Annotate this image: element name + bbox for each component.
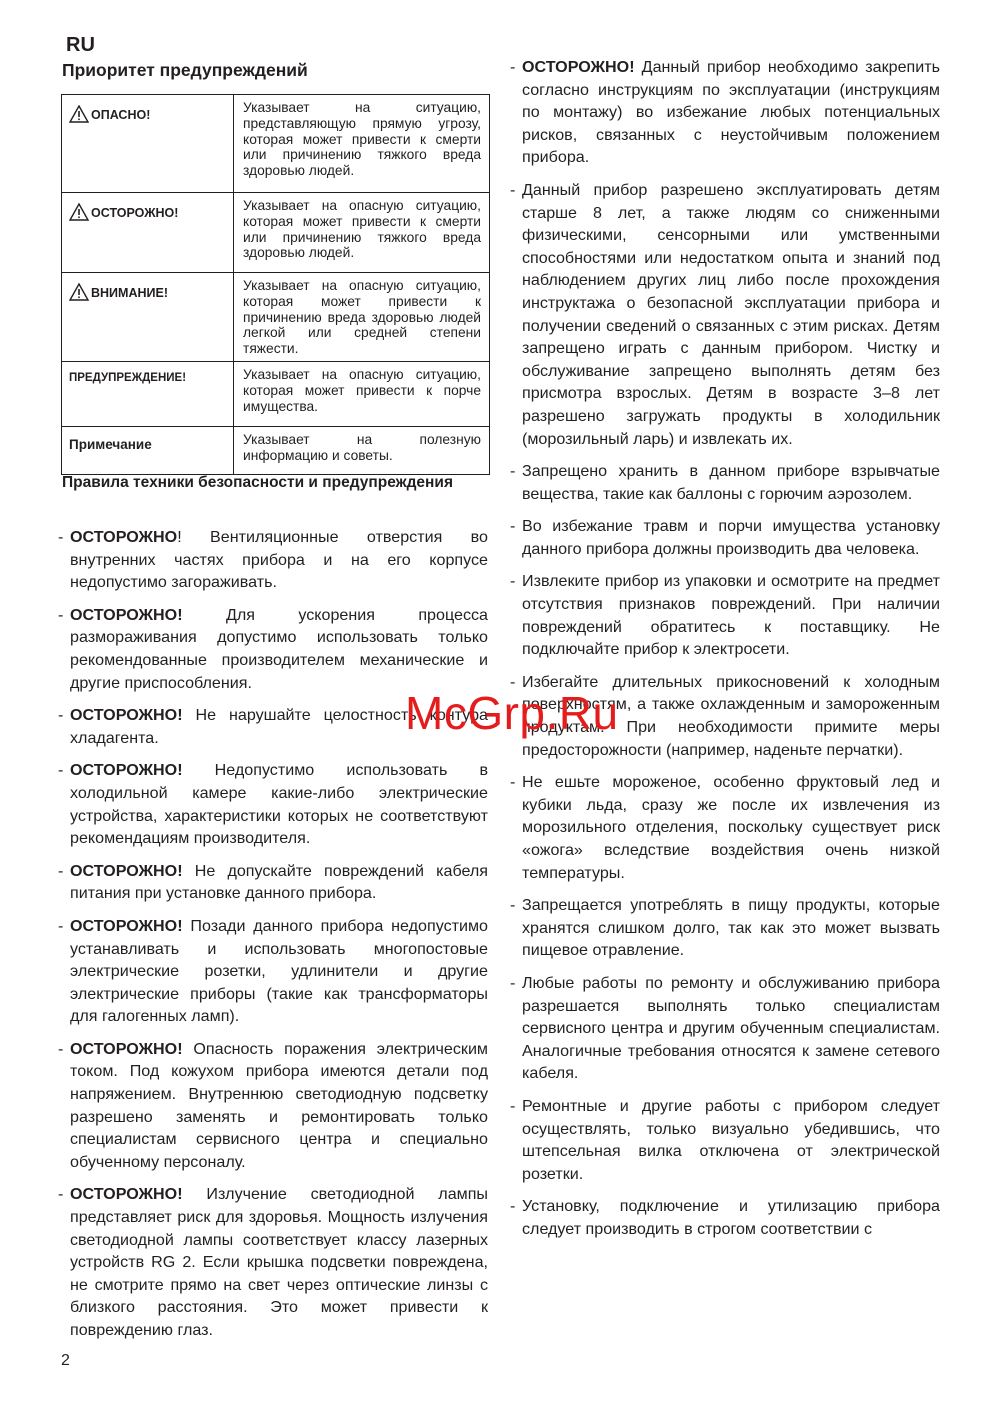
table-row xyxy=(62,361,490,426)
table-row xyxy=(62,273,490,362)
caution-label: ОСТОРОЖНО! xyxy=(91,206,179,220)
label-cell xyxy=(62,273,234,362)
notice-label: ПРЕДУПРЕЖДЕНИЕ! xyxy=(69,371,187,384)
list-item: - ОСТОРОЖНО! Данный прибор необходимо закрепить согласно инструкциям по эксплуатации (инструкциям по монтажу) во избежание любых потенциальных рисков, связанных с неустойчивым положением прибора. xyxy=(510,58,940,167)
list-item: - ОСТОРОЖНО! Не допускайте повреждений кабеля питания при установке данного прибора. xyxy=(58,861,488,903)
list-item: - ОСТОРОЖНО! Не нарушайте целостность контура хладагента. xyxy=(58,706,488,747)
section-heading: Правила техники безопасности и предупреждения xyxy=(62,474,453,491)
list-item: - ОСТОРОЖНО! Излучение светодиодной лампы представляет риск для здоровья. Мощность излучения светодиодной лампы соответствует классу лазерных устройств RG 2. Если крышка подсветки повреждена, не смотрите прямо на свет через оптические линзы с близкого расстояния. Это может привести к повреждению глаз. xyxy=(58,1185,488,1339)
table-row xyxy=(62,95,490,193)
list-item: - Избегайте длительных прикосновений к холодным поверхностям, а также охлажденным и замороженным продуктам. При необходимости примите меры предосторожности (например, наденьте перчатки). xyxy=(510,672,940,759)
list-item: - ОСТОРОЖНО! Недопустимо использовать в холодильной камере какие-либо электрические устройства, характеристики которых не соответствуют рекомендациям производителя. xyxy=(58,761,488,848)
warning-triangle-icon xyxy=(69,283,89,301)
list-item: - Извлеките прибор из упаковки и осмотрите на предмет отсутствия признаков повреждений. При наличии повреждений обратитесь к поставщику. Не подключайте прибор к электросети. xyxy=(510,572,940,659)
label-cell xyxy=(62,193,234,273)
table-row xyxy=(62,193,490,273)
attention-label: ВНИМАНИЕ! xyxy=(91,286,168,300)
description-cell: Указывает на опасную ситуацию, которая может привести к порче имущества. xyxy=(234,361,490,426)
page-title: Приоритет предупреждений xyxy=(62,60,308,80)
watermark: McGrp.Ru xyxy=(405,687,619,739)
priority-table xyxy=(61,94,490,475)
list-item: - ОСТОРОЖНО! Вентиляционные отверстия во внутренних частях прибора и на его корпусе недопустимо загораживать. xyxy=(58,528,488,592)
description-cell: Указывает на опасную ситуацию, которая может привести к причинению вреда здоровью людей легкой или средней степени тяжести. xyxy=(234,273,490,362)
description-cell: Указывает на полезную информацию и советы. xyxy=(234,426,490,474)
note-label: Примечание xyxy=(69,436,152,452)
label-cell xyxy=(62,95,234,193)
list-item: - ОСТОРОЖНО! Позади данного прибора недопустимо устанавливать и использовать многопостовые электрические розетки, удлинители и другие электрические приборы (такие как трансформаторы для галогенных ламп). xyxy=(58,916,488,1026)
danger-label: ОПАСНО! xyxy=(91,108,151,122)
description-cell: Указывает на опасную ситуацию, которая может привести к смерти или причинению тяжкого вреда здоровью людей. xyxy=(234,193,490,273)
description-cell: Указывает на ситуацию, представляющую прямую угрозу, которая может привести к смерти или причинению тяжкого вреда здоровью людей. xyxy=(234,95,490,193)
list-item: - Установку, подключение и утилизацию прибора следует производить в строгом соответствии с xyxy=(510,1197,940,1238)
page-number: 2 xyxy=(61,1352,70,1369)
right-column xyxy=(510,56,940,1251)
list-item: - Не ешьте мороженое, особенно фруктовый лед и кубики льда, сразу же после их извлечения из морозильного отделения, поскольку существует риск «ожога» вследствие воздействия очень низкой температуры. xyxy=(510,773,940,882)
warning-triangle-icon xyxy=(69,105,89,123)
label-cell xyxy=(62,426,234,474)
list-item: - Во избежание травм и порчи имущества установку данного прибора должны производить два человека. xyxy=(510,517,940,558)
table-row xyxy=(62,426,490,474)
label-cell xyxy=(62,361,234,426)
warning-triangle-icon xyxy=(69,203,89,221)
list-item: - ОСТОРОЖНО! Для ускорения процесса размораживания допустимо использовать только рекомендованные производителем механические и другие приспособления. xyxy=(58,605,488,692)
language-code: RU xyxy=(66,34,95,56)
list-item: - Запрещено хранить в данном приборе взрывчатые вещества, такие как баллоны с горючим аэрозолем. xyxy=(510,462,940,503)
list-item: - ОСТОРОЖНО! Опасность поражения электрическим током. Под кожухом прибора имеются детали под напряжением. Внутреннюю светодиодную подсветку разрешено заменять и ремонтировать только специалистам сервисного центра и специально обученному персоналу. xyxy=(58,1039,488,1171)
list-item: - Запрещается употреблять в пищу продукты, которые хранятся слишком долго, так как это может вызвать пищевое отравление. xyxy=(510,896,940,960)
list-item: - Данный прибор разрешено эксплуатировать детям старше 8 лет, а также людям со сниженными физическими, сенсорными или умственными способностями или недостатком опыта и знаний под наблюдением других лиц либо после прохождения инструктажа о безопасной эксплуатации прибора и получении сведений о связанных с этим рисках. Детям запрещено играть с данным прибором. Чистку и обслуживание запрещено выполнять детям без присмотра взрослых. Детям в возрасте 3–8 лет разрешено загружать продукты в холодильник (морозильный ларь) и извлекать их. xyxy=(510,180,940,448)
list-item: - Любые работы по ремонту и обслуживанию прибора разрешается выполнять только специалистам сервисного центра и другим обученным специалистам. Аналогичные требования относятся к замене сетевого кабеля. xyxy=(510,973,940,1083)
list-item: - Ремонтные и другие работы с прибором следует осуществлять, только визуально убедившись, что штепсельная вилка отключена от электрической розетки. xyxy=(510,1096,940,1183)
left-column xyxy=(58,526,488,1352)
